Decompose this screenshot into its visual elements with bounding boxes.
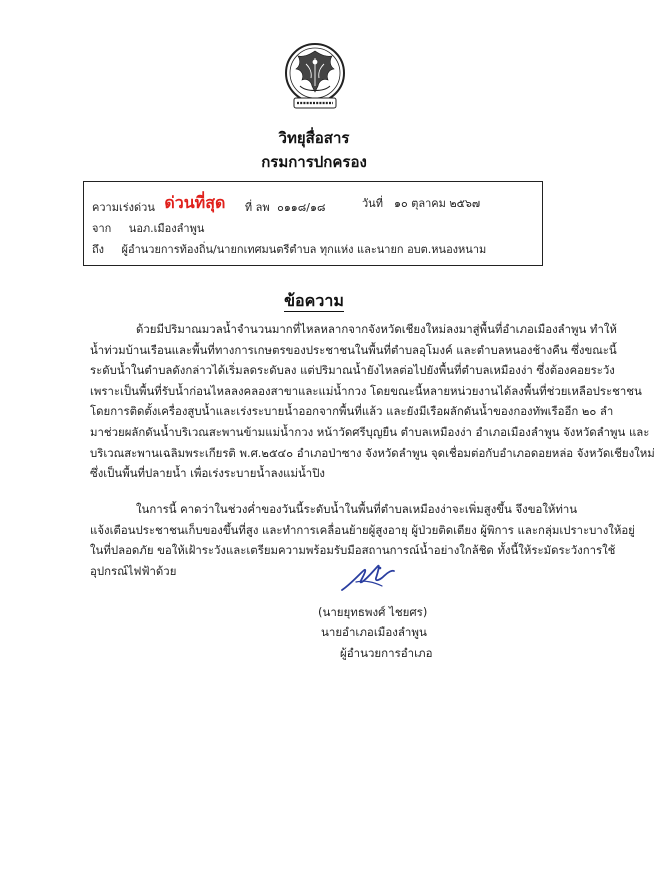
signer-position: นายอำเภอเมืองลำพูน	[321, 625, 427, 639]
paragraph-line: ในการนี้ คาดว่าในช่วงค่ำของวันนี้ระดับน้ำในพื้นที่ตำบลเหมืองง่าจะเพิ่มสูงขึ้น จึงขอให้ท่าน	[136, 502, 578, 516]
message-heading	[0, 289, 628, 314]
signer-name: (นายยุทธพงศ์ ไชยศร)	[318, 605, 428, 619]
body-paragraph-2	[90, 499, 635, 581]
handwritten-signature-icon	[338, 560, 398, 596]
paragraph-line: อุปกรณ์ไฟฟ้าด้วย	[90, 563, 177, 578]
document-type-title: วิทยุสื่อสาร	[278, 129, 350, 147]
reference-label: ที่ ลพ	[244, 201, 270, 214]
date-label: วันที่	[362, 197, 383, 210]
paragraph-line: แจ้งเตือนประชาชนเก็บของขึ้นที่สูง และทำการเคลื่อนย้ายผู้สูงอายุ ผู้ป่วยติดเตียง ผู้พิการ และกลุ่มเปราะบางให้อยู่	[90, 522, 635, 537]
body-paragraph-1	[90, 319, 655, 484]
paragraph-line: ระดับน้ำในตำบลดังกล่าวได้เริ่มลดระดับลง แต่ปริมาณน้ำยังไหลต่อไปยังพื้นที่ตำบลเหมืองง่า ซึ่งต้องคอยระวัง	[90, 363, 615, 378]
paragraph-line: โดยการติดตั้งเครื่องสูบน้ำและเร่งระบายน้ำออกจากพื้นที่แล้ว และยังมีเรือผลักดันน้ำของกองทัพเรืออีก ๒๐ ลำ	[90, 404, 614, 419]
from-label: จาก	[92, 222, 112, 235]
paragraph-line: บริเวณสะพานเฉลิมพระเกียรติ พ.ศ.๒๕๔๐ อำเภอป่าซาง จังหวัดลำพูน จุดเชื่อมต่อกับอำเภอดอยหล่อ จังหวัดเชียงใหม่	[90, 445, 655, 460]
to-value: ผู้อำนวยการท้องถิ่น/นายกเทศมนตรีตำบล ทุกแห่ง และนายก อบต.หนองหนาม	[121, 243, 487, 256]
paragraph-line: น้ำท่วมบ้านเรือนและพื้นที่ทางการเกษตรของประชาชนในพื้นที่ตำบลอุโมงค์ และตำบลหนองช้างคืน ซึ่งขณะนี้	[90, 342, 617, 357]
urgency-label: ความเร่งด่วน	[92, 201, 155, 214]
memo-header-box	[83, 181, 543, 266]
paragraph-line: มาช่วยผลักดันน้ำบริเวณสะพานข้ามแม่น้ำกวง หน้าวัดศรีบุญยืน ตำบลเหมืองง่า อำเภอเมืองลำพูน จังหวัดลำพูน และ	[90, 424, 650, 439]
to-label: ถึง	[92, 243, 105, 256]
paragraph-line: ในที่ปลอดภัย ขอให้เฝ้าระวังและเตรียมความพร้อมรับมือสถานการณ์น้ำอย่างใกล้ชิด ทั้งนี้ให้ระมัดระวังการใช้	[90, 543, 616, 558]
signer-title: ผู้อำนวยการอำเภอ	[340, 646, 433, 660]
message-heading-text: ข้อความ	[284, 291, 344, 310]
organization-title: กรมการปกครอง	[261, 153, 367, 171]
paragraph-line: ด้วยมีปริมาณมวลน้ำจำนวนมากที่ไหลหลากจากจังหวัดเชียงใหม่ลงมาสู่พื้นที่อำเภอเมืองลำพูน ทำให้	[136, 322, 617, 336]
garuda-seal-icon	[284, 42, 346, 112]
from-row	[92, 219, 204, 237]
from-value: นอภ.เมืองลำพูน	[128, 222, 205, 235]
urgency-value: ด่วนที่สุด	[164, 193, 226, 212]
date-value: ๑๐ ตุลาคม ๒๕๖๗	[394, 197, 481, 210]
urgency-row	[92, 190, 534, 212]
to-row	[92, 240, 486, 258]
paragraph-line: เพราะเป็นพื้นที่รับน้ำก่อนไหลลงคลองสาขาและแม่น้ำกวง โดยขณะนี้หลายหน่วยงานได้ลงพื้นที่ช่วยเหลือประชาชน	[90, 383, 642, 398]
reference-number: ๐๑๑๘/๑๘	[277, 201, 326, 214]
paragraph-line: ซึ่งเป็นพื้นที่ปลายน้ำ เพื่อเร่งระบายน้ำลงแม่น้ำปิง	[90, 466, 325, 481]
